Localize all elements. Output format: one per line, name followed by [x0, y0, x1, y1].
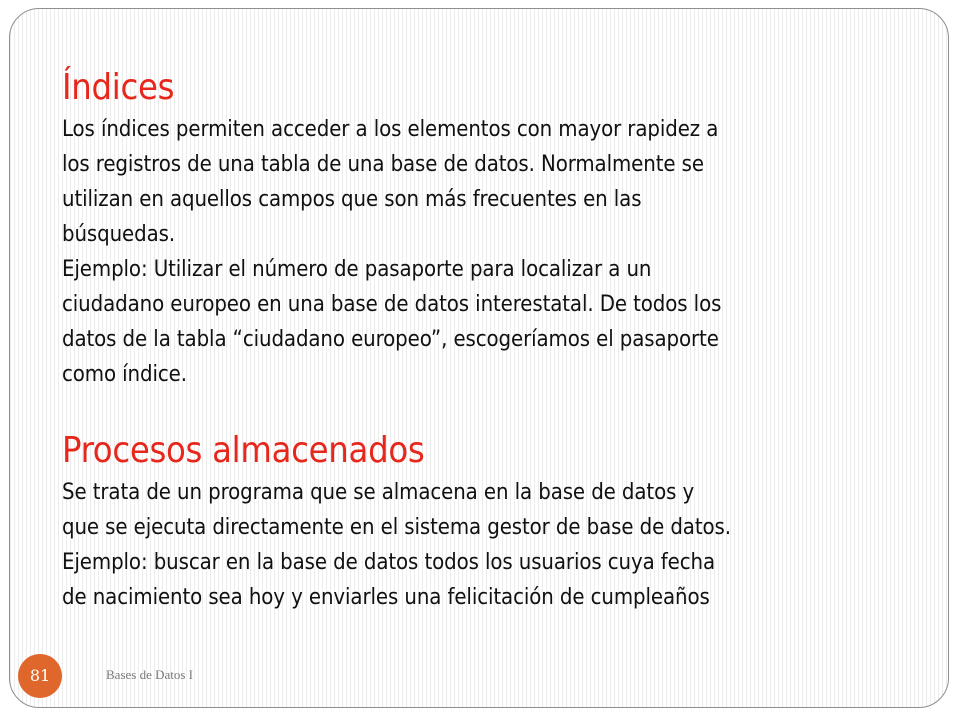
indices-line: búsquedas. — [62, 222, 176, 247]
page-number-badge: 81 — [18, 654, 62, 698]
indices-line: Los índices permiten acceder a los elementos con mayor rapidez a — [62, 117, 719, 142]
indices-example-line: como índice. — [62, 362, 187, 387]
indices-example-line: ciudadano europeo en una base de datos interestatal. De todos los — [62, 292, 722, 317]
indices-example-line: datos de la tabla “ciudadano europeo”, escogeríamos el pasaporte — [62, 327, 719, 352]
procesos-line: que se ejecuta directamente en el sistema gestor de base de datos. — [62, 515, 731, 540]
procesos-line: Se trata de un programa que se almacena en la base de datos y — [62, 480, 695, 505]
footer-course-title: Bases de Datos I — [106, 667, 194, 682]
slide-content — [62, 64, 922, 615]
section-spacer — [62, 392, 922, 427]
indices-line: los registros de una tabla de una base de datos. Normalmente se — [62, 152, 704, 177]
section-title-procesos: Procesos almacenados — [62, 430, 425, 471]
indices-line: utilizan en aquellos campos que son más frecuentes en las — [62, 187, 642, 212]
procesos-example-line: Ejemplo: buscar en la base de datos todos los usuarios cuya fecha — [62, 550, 715, 575]
procesos-example-line: de nacimiento sea hoy y enviarles una felicitación de cumpleaños — [62, 585, 710, 610]
section-title-indices: Índices — [62, 67, 175, 108]
indices-example-line: Ejemplo: Utilizar el número de pasaporte para localizar a un — [62, 257, 652, 282]
